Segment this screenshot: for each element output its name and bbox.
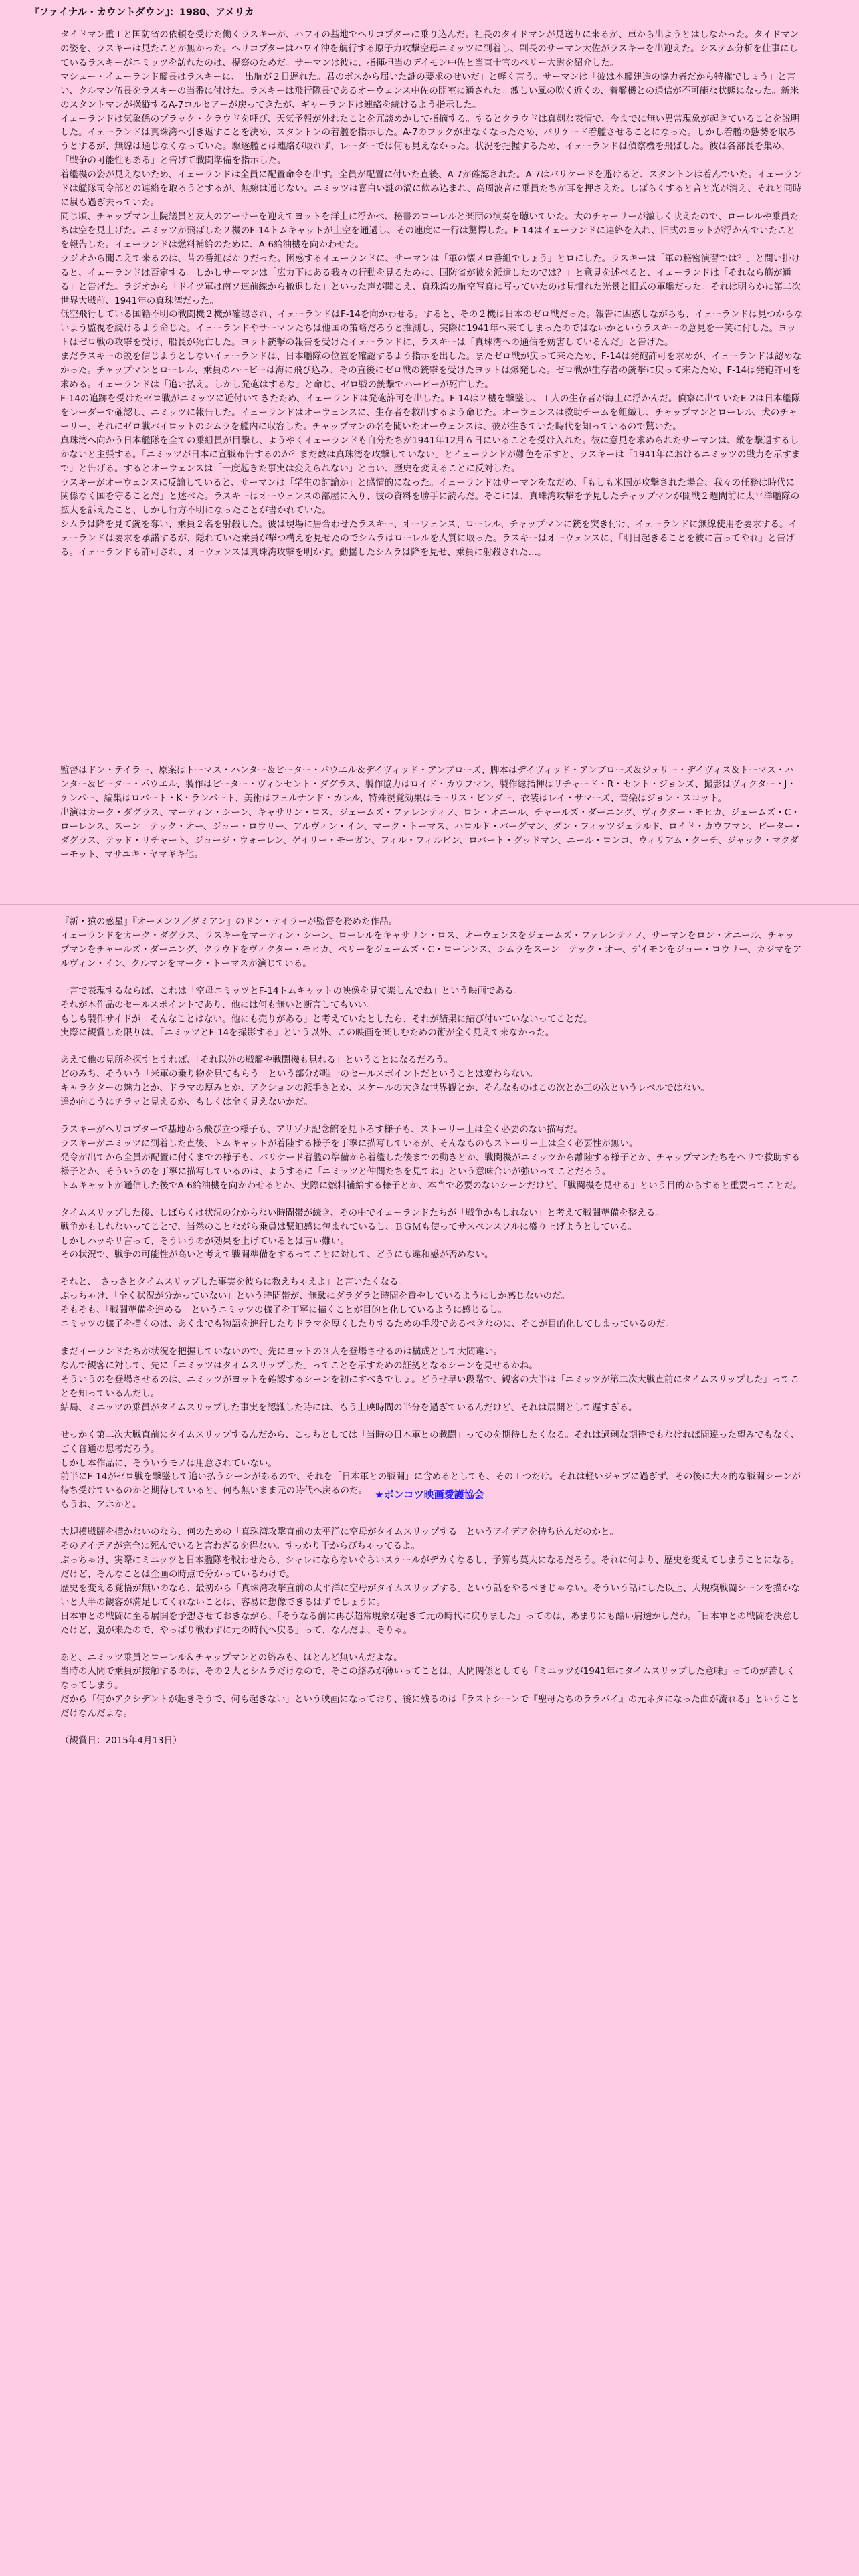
review-paragraph: まだイーランドたちが状況を把握していないので、先にヨットの３人を登場させるのは構成として大間違い。 なんで観客に対して、先に「ニミッツはタイムスリップした」ってことを示すための証拠となるシーンを見せるかね。 そういうのを登場させるのは、ニミッツがヨットを確認するシーンを初にすべきでしょ。どうせ早い段階で、観客の大半は「ニミッツが第二次大戦直前にタイムスリップした」ってことを知っているんだし。 結局、ミニッツの乗員がタイムスリップした事実を認識した時には、もう上映時間の半分を過ぎているんだけど、それは展開として遅すぎる。: [60, 1346, 799, 1413]
site-home-link[interactable]: ★ポンコツ映画愛護協会: [375, 1489, 484, 1501]
review-section: [60, 915, 803, 1761]
synopsis-paragraph: まだラスキーの説を信じようとしないイェーランドは、日本艦隊の位置を確認するよう指示を出した。またゼロ戦が戻って来たため、F-14は発砲許可を求めが、イェーランドは認めなかった。チャップマンとローレル、乗員のハービーは海に飛び込み、その直後にゼロ戦の銃撃を受けたヨットは爆発した。ゼロ戦が生存者の銃撃に戻って来たため、F-14は発砲許可を求める。イェーランドは「追い払え。しかし発砲はするな」と命じ、ゼロ戦の銃撃でハービーが死亡した。: [60, 351, 802, 391]
review-paragraph: それと、「さっさとタイムスリップした事実を彼らに教えちゃえよ」と言いたくなる。 ぶっちゃけ、「全く状況が分かっていない」という時間帯が、無駄にダラダラと時間を費やしているようにしか感じないのだ。 そもそも、「戦闘準備を進める」というニミッツの様子を丁寧に描くことが目的と化しているように感じるし。 ニミッツの様子を描くのは、あくまでも物語を進行したりドラマを厚くしたりするための手段であるべきなのに、そこが目的化してしまっているのだ。: [60, 1277, 674, 1330]
synopsis-paragraph: F-14の追跡を受けたゼロ戦がニミッツに近付いてきたため、イェーランドは発砲許可を出した。F-14は２機を撃墜し、１人の生存者が海上に浮かんだ。偵察に出ていたE-2は日本艦隊をレーダーで確認し、ニミッツに報告した。イェーランドはオーウェンスに、生存者を救出するよう命じた。オーウェンスは救助チームを組織し、チャップマンとローレル、犬のチャーリー、それにゼロ戦パイロットのシムラを艦内に収容した。チャップマンの名を聞いたオーウェンスは、彼が生きていた時代を知っているので驚いた。: [60, 393, 801, 432]
page-title: 『ファイナル・カウントダウン』：1980、アメリカ: [29, 7, 254, 18]
synopsis-paragraph: 同じ頃、チャップマン上院議員と友人のアーサーを迎えてヨットを洋上に浮かべ、秘書のローレルと楽団の演奏を聴いていた。大のチャーリーが激しく吠えたので、ローレルや乗員たちは空を見上げた。ニミッツが飛ばした２機のF-14トムキャットが上空を通過し、その速度に一行は驚愕した。F-14はイェーランドに連絡を入れ、旧式のヨットが浮かんでいたことを報告した。イェーランドは燃料補給のために、A-6給油機を向かわせた。: [60, 211, 799, 250]
synopsis-paragraph: 着艦機の姿が見えないため、イェーランドは全員に配置命令を出す。全員が配置に付いた直後、A-7が確認された。A-7はバリケードを避けると、スタントンは着んでいた。イェーランドは艦隊司令部との連絡を取ろうとするが、無線は通じない。ニミッツは喜白い謎の渦に飲み込まれ、高周波音に乗員たちが耳を押さえた。しばらくすると音と光が消え、それと同時に嵐も過ぎ去っていた。: [60, 169, 802, 209]
credits-cast: 出演はカーク・ダグラス、マーティン・シーン、キャサリン・ロス、ジェームズ・ファレンティノ、ロン・オニール、チャールズ・ダーニング、ヴィクター・モヒカ、ジェームズ・C・ローレンス、スーン＝テック・オー、ジョー・ロウリー、アルヴィン・イン、マーク・トーマス、ハロルド・バーグマン、ダン・フィッツジェラルド、ロイド・カウフマン、ピーター・ダグラス、テッド・リチャート、ジョージ・ウォーレン、ゲイリー・モーガン、フィル・フィルビン、ロバート・グッドマン、ニール・ロンコ、ウィリアム・クーチ、ジャック・マクダーモット、マサユキ・ヤマギキ他。: [60, 807, 803, 860]
credits-staff: 監督はドン・テイラー、原案はトーマス・ハンター＆ピーター・パウエル＆デイヴィッド・アンブローズ、脚本はデイヴィッド・アンブローズ＆ジェリー・デイヴィス＆トーマス・ハンター＆ピーター・パウエル、製作はピーター・ヴィンセント・ダグラス、製作協力はロイド・カウフマン、製作総指揮はリチャード・R・セント・ジョンズ、撮影はヴィクター・J・ケンパー、編集はロバート・K・ランバート、美術はフェルナンド・カレル、特殊視覚効果はモーリス・ビンダー、衣装はレイ・サマーズ、音楽はジョン・スコット。: [60, 765, 796, 804]
synopsis-section: [60, 28, 803, 560]
footer: [0, 1487, 859, 1503]
review-paragraph: タイムスリップした後、しばらくは状況の分からない時間帯が続き、その中でイェーランドたちが「戦争かもしれない」と考えて戦闘準備を整える。 戦争かもしれないってことで、当然のことながら乗員は緊迫感に包まれているし、ＢＧＭも使ってサスペンスフルに盛り上げようとしている。 しかしハッキリ言って、そういうのが効果を上げているとは言い難い。 その状況で、戦争の可能性が高いと考えて戦闘準備をするってことに対して、どうにも違和感が否めない。: [60, 1207, 664, 1261]
review-paragraph: 大規模戦闘を描かないのなら、何のための「真珠湾攻撃直前の太平洋に空母がタイムスリップする」というアイデアを持ち込んだのかと。 そのアイデアが完全に死んでいると言わざるを得ない。すっかり干からびちゃってるよ。 ぶっちゃけ、実際にミニッツと日本艦隊を戦わせたら、シャレにならないぐらいスケールがデカくなるし、予算も莫大になるだろう。それに何より、歴史を変えてしまうことになる。 だけど、そんなことは企画の時点で分かっているわけで。 歴史を変える覚悟が無いのなら、最初から「真珠湾攻撃直前の太平洋に空母がタイムスリップする」という話をやるべきじゃない。そういう話にした以上、大規模戦闘シーンを描かないと大半の観客が満足してくれないことは、容易に想像できるはずでしょうに。 日本軍との戦闘に至る展開を予想させておきながら、「そうなる前に再び超常現象が起きて元の時代に戻りました」ってのは、あまりにも酷い肩透かしだわ。「日本軍との戦闘を決意したけど、嵐が来たので、やっぱり戦わずに元の時代へ戻る」って、なんだよ、そりゃ。: [60, 1527, 801, 1636]
synopsis-paragraph: タイドマン重工と国防省の依頼を受けた働くラスキーが、ハワイの基地でヘリコプターに乗り込んだ。社長のタイドマンが見送りに来るが、車から出ようとはしなかった。タイドマンの姿を、ラスキーは見たことが無かった。ヘリコプターはハワイ沖を航行する原子力攻撃空母ニミッツに到着し、副長のサーマン大佐がラスキーを出迎えた。システム分析を仕事にしているラスキーがニミッツを訪れたのは、視察のためだ。サーマンは彼に、指揮担当のデイモン中佐と当直士官のペリー大尉を紹介した。: [60, 29, 799, 68]
review-paragraph: あと、ニミッツ乗員とローレル＆チャップマンとの絡みも、ほとんど無いんだよな。 当時の人間で乗員が接触するのは、その２人とシムラだけなので、そこの絡みが薄いってことは、人間関係としても「ミニッツが1941年にタイムスリップした意味」ってのが苦しくなってしまう。 だから「何かアクシデントが起きそうで、何も起きない」という映画になっており、後に残るのは「ラストシーンで『聖母たちのララバイ』の元ネタになった曲が流れる」ということだけなんだよな。: [60, 1652, 800, 1719]
review-paragraph: あえて他の見所を探すとすれば、「それ以外の戦艦や戦闘機も見れる」ということになるだろう。 どのみち、そういう「米軍の乗り物を見てもらう」という部分が唯一のセールスポイントだということは変わらない。 キャラクターの魅力とか、ドラマの厚みとか、アクションの派手さとか、スケールの大きな世界観とか、そんなものはこの次とか三の次というレベルではない。 遥か向こうにチラッと見えるか、もしくは全く見えないかだ。: [60, 1055, 710, 1108]
credits-section: [60, 764, 803, 861]
review-paragraph: せっかく第二次大戦直前にタイムスリップするんだから、こっちとしては「当時の日本軍との戦闘」ってのを期待したくなる。それは過剰な期待でもなければ間違った望みでもなく、ごく普通の思考だろう。 しかし本作品に、そういうモノは用意されていない。 前半にF-14がゼロ戦を撃墜して追い払うシーンがあるので、それを「日本軍との戦闘」に含めるとしても、その１つだけ。それは軽いジャブに過ぎず、その後に大々的な戦闘シーンが待ち受けているのかと期待していると、何も無いまま元の時代へ戻るのだ。 もうね、アホかと。: [60, 1429, 801, 1511]
watched-date: （観賞日：2015年4月13日）: [60, 1735, 182, 1747]
review-paragraph: ラスキーがヘリコプターで基地から飛び立つ様子も、アリゾナ記念館を見下ろす様子も、ストーリー上は全く必要のない描写だ。 ラスキーがニミッツに到着した直後、トムキャットが着陸する様子を丁寧に描写しているが、そんなものもストーリー上は全く必要性が無い。 発令が出てから全員が配置に付くまでの様子も、バリケード着艦の準備から着艦した後までの動きとか、戦闘機がニミッツから離陸する様子とか、チャップマンたちをヘリで救助する様子とか、そういうのを丁寧に描写しているのは、ようするに「ニミッツと仲間たちを見てね」という意味合いが強いってことだろう。 トムキャットが通信した後でA-6給油機を向かわせるとか、実際に燃料補給する様子とか、本当で必要のないシーンだけど、「戦闘機を見せる」という目的からすると重要ってことだ。: [60, 1124, 802, 1191]
synopsis-paragraph: ラスキーがオーウェンスに反論していると、サーマンは「学生の討論か」と感情的になった。イェーランドはサーマンをなだめ、「もしも米国が攻撃された場合、我々の任務は時代に関係なく国を守ることだ」と述べた。ラスキーはオーウェンスの部屋に入り、彼の資料を勝手に読んだ。そこには、真珠湾攻撃を予見したチャップマンが開戦２週間前に太平洋艦隊の拡大を訴えたこと、しかし行方不明になったことが書かれていた。: [60, 477, 800, 516]
synopsis-paragraph: マシュー・イェーランド艦長はラスキーに、「出航が２日遅れた。君のボスから届いた謎の要求のせいだ」と軽く言う。サーマンは「彼は本艦建造の協力者だから特権でしょう」と言い、クルマン伍長をラスキーの当番に付けた。ラスキーは飛行隊長であるオーウェンス中佐の開室に通された。激しい風の吹く近くの、着艦機との通信が不可能な状態になった。新米のスタントマンが操縦するA-7コルセアーが戻ってきたが、ギャーランドは連絡を続けるよう指示した。: [60, 71, 799, 110]
synopsis-paragraph: 真珠湾へ向かう日本艦隊を全ての乗組員が目撃し、ようやくイェーランドも自分たちが1941年12月６日にいることを受け入れた。彼に意見を求められたサーマンは、敵を撃退するしかないと主張する。「ニミッツが日本に宣戦布告するのか？まだ敵は真珠湾を攻撃していない」とイェーランドが難色を示すと、ラスキーは「1941年におけるニミッツの戦力を示すまで」と告げる。するとオーウェンスは「一度起きた事実は変えられない」と言い、歴史を変えることに反対した。: [60, 435, 801, 474]
review-paragraph: 一言で表現するならば、これは「空母ニミッツとF-14トムキャットの映像を見て楽しんでね」という映画である。 それが本作品のセールスポイントであり、他には何も無いと断言してもいい。 もしも製作サイドが「そんなことはない。他にも売りがある」と考えていたとしたら、それが結果に結び付いていないってことだ。 実際に観賞した限りは、「ニミッツとF-14を撮影する」という以外、この映画を楽しむための術が全く見えて来なかった。: [60, 985, 593, 1039]
section-divider: [0, 904, 859, 905]
review-paragraph: 『新・猿の惑星』『オーメン２／ダミアン』のドン・テイラーが監督を務めた作品。 イェーランドをカーク・ダグラス、ラスキーをマーティン・シーン、ローレルをキャサリン・ロス、オーウェンスをジェームズ・ファレンティノ、サーマンをロン・オニール、チャップマンをチャールズ・ダーニング、クラウドをヴィクター・モヒカ、ペリーをジェームズ・C・ローレンス、シムラをスーン＝テック・オー、デイモンをジョー・ロウリー、カジマをアルヴィン・イン、クルマンをマーク・トーマスが演じている。: [60, 916, 802, 969]
synopsis-paragraph: イェーランドは気象係のブラック・クラウドを呼び、天気予報が外れたことを冗談めかして指摘する。するとクラウドは真剣な表情で、今までに無い異常現象が起きていることを説明した。イェーランドは真珠湾へ引き返すことを決め、スタントンの着艦を指示した。A-7のフックが出なくなったため、バリケード着艦させることになった。しかし着艦の態勢を取ろうとするが、無線は通じなくなっていた。駆逐艦とは連絡が取れず、レーダーでは何も見えなかった。状況を把握するため、イェーランドは偵察機を飛ばした。彼は各部長を集め、「戦争の可能性もある」と告げて戦闘準備を指示した。: [60, 113, 800, 167]
synopsis-paragraph: 低空飛行している国籍不明の戦闘機２機が確認され、イェーランドはF-14を向かわせる。すると、その２機は日本のゼロ戦だった。報告に困惑しながらも、イェーランドは見つからないよう監視を続けるよう命じた。イェーランドやサーマンたちは他国の策略だろうと推測し、実際に1941年へ来てしまったのではないかというラスキーの意見を一笑に付した。ヨットはゼロ戦の攻撃を受け、船長が死亡した。ヨット銃撃の報告を受けたイェーランドに、ラスキーは「真珠湾への通信を妨害しているんだ」と告げた。: [60, 309, 803, 348]
synopsis-paragraph: シムラは降を見て銃を奪い、乗員２名を射殺した。彼は現場に居合わせたラスキー、オーウェンス、ローレル、チャップマンに銃を突き付け、イェーランドに無線使用を要求する。イェーランドは要求を承諾するが、隠れていた乗員が撃つ構えを見せたのでシムラはローレルを人質に取った。ラスキーはオーウェンスに、「明日起きることを彼に言ってやれ」と告げる。イェーランドも許可され、オーウェンスは真珠湾攻撃を明かす。動揺したシムラは降を見せ、乗員に射殺された…。: [60, 519, 798, 558]
synopsis-paragraph: ラジオから聞こえて来るのは、昔の番組ばかりだった。困惑するイェーランドに、サーマンは「軍の懐メロ番組でしょう」とロにした。ラスキーは「軍の秘密演習では？」と問い掛けると、イェーランドは否定する。しかしサーマンは「広力下にある我々の行動を見るために、国防省が彼を派遣したのでは？」と意見を述べると、イェーランドは「それなら筋が通る」と告げた。ラジオから「ドイツ軍は南ソ連前線から撤退した」といった声が聞こえ、真珠湾の航空写真に写っていたのは見慣れた光景と旧式の軍艦だった。それは明らかに第二次世界大戦前、1941年の真珠湾だった。: [60, 253, 801, 306]
